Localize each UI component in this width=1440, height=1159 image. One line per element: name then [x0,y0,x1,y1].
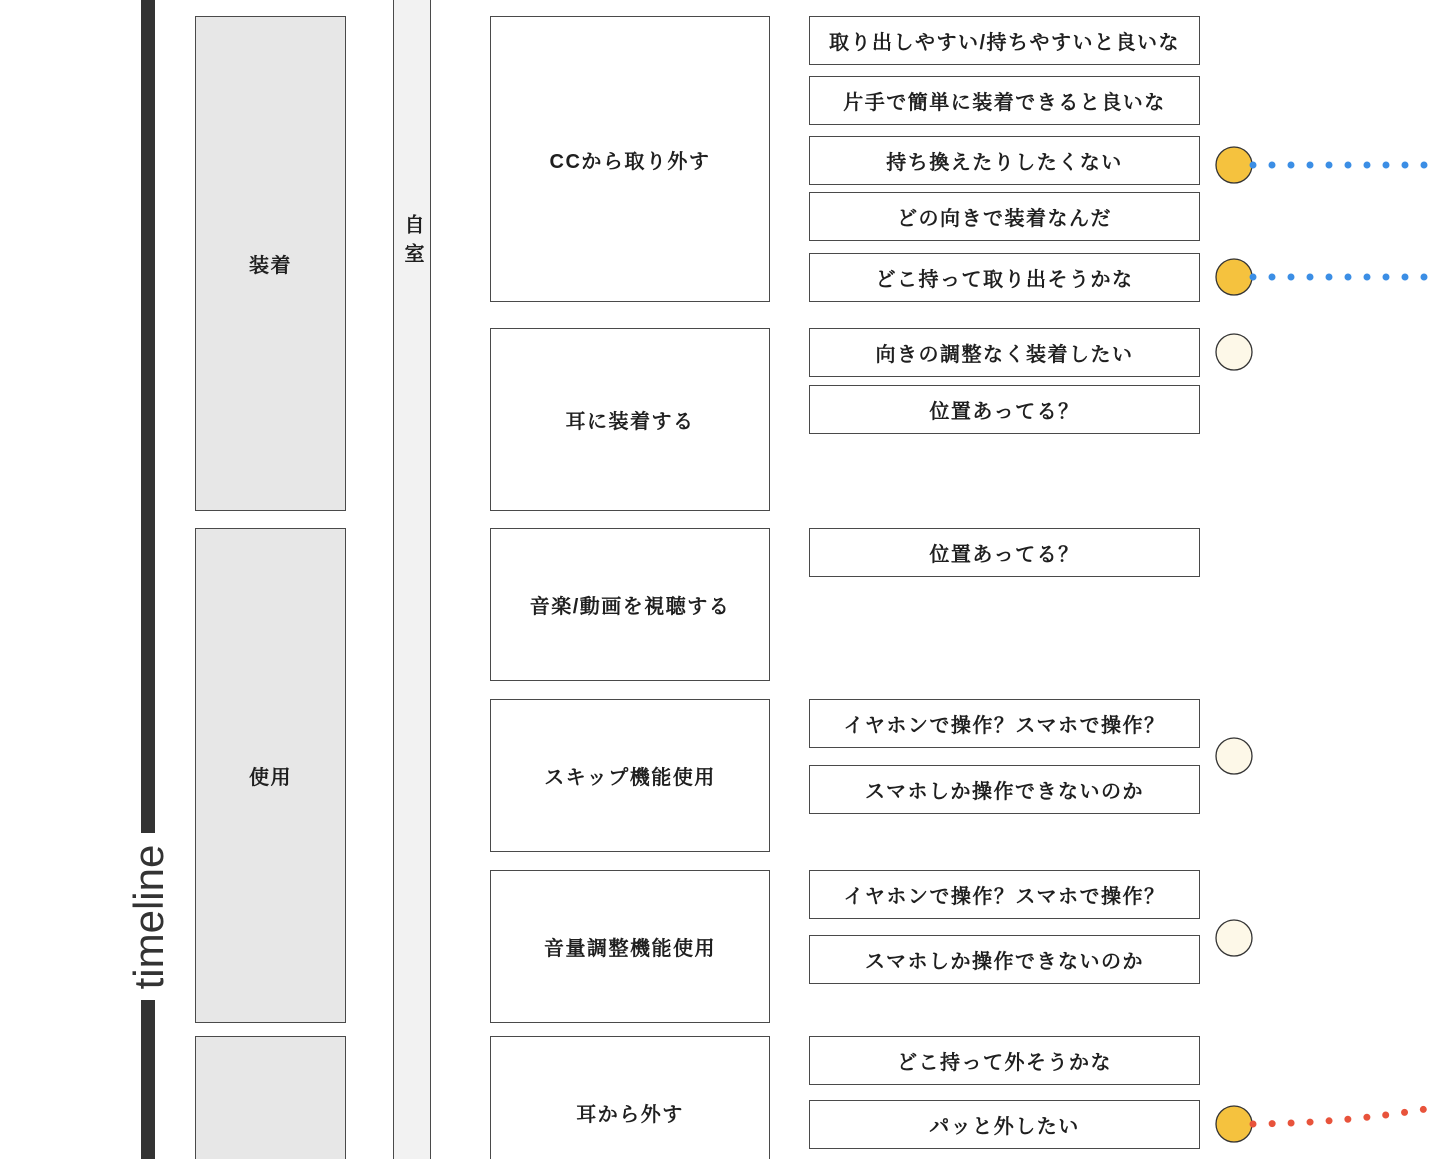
location-label: 自室 [401,214,423,272]
thought-label: どの向きで装着なんだ [897,208,1112,230]
action-label: 音楽/動画を視聴する [529,596,731,618]
marker-circle-2[interactable] [1216,259,1252,295]
thought-label: 位置あってる？ [929,544,1080,566]
marker-circle-3[interactable] [1216,334,1252,370]
action-label: スキップ機能使用 [544,767,716,789]
phase-label: 使用 [249,767,292,789]
action-label: 耳に装着する [565,411,695,433]
thought-label: 持ち換えたりしたくない [886,152,1123,174]
thought-label: イヤホンで操作？スマホで操作？ [843,886,1166,908]
thought-label: スマホしか操作できないのか [864,951,1145,973]
connector-dotted-3[interactable] [1253,1107,1437,1124]
thought-label: イヤホンで操作？スマホで操作？ [843,715,1166,737]
thought-label: どこ持って外そうかな [897,1052,1112,1074]
marker-circle-6[interactable] [1216,1106,1252,1142]
action-label: CCから取り外す [549,150,711,173]
thought-label: 片手で簡単に装着できると良いな [843,92,1166,114]
thought-label: 取り出しやすい/持ちやすいと良いな [828,32,1181,54]
action-label: 耳から外す [576,1104,684,1126]
thought-label: どこ持って取り出そうかな [875,269,1134,291]
marker-circle-5[interactable] [1216,920,1252,956]
thought-label: パッと外したい [929,1116,1080,1138]
marker-circle-1[interactable] [1216,147,1252,183]
phase-label: 装着 [249,255,292,277]
thought-label: 向きの調整なく装着したい [875,344,1134,366]
marker-circle-4[interactable] [1216,738,1252,774]
thought-label: 位置あってる？ [929,401,1080,423]
thought-label: スマホしか操作できないのか [864,781,1145,803]
timeline-label: timeline [125,844,172,990]
action-label: 音量調整機能使用 [544,938,716,960]
